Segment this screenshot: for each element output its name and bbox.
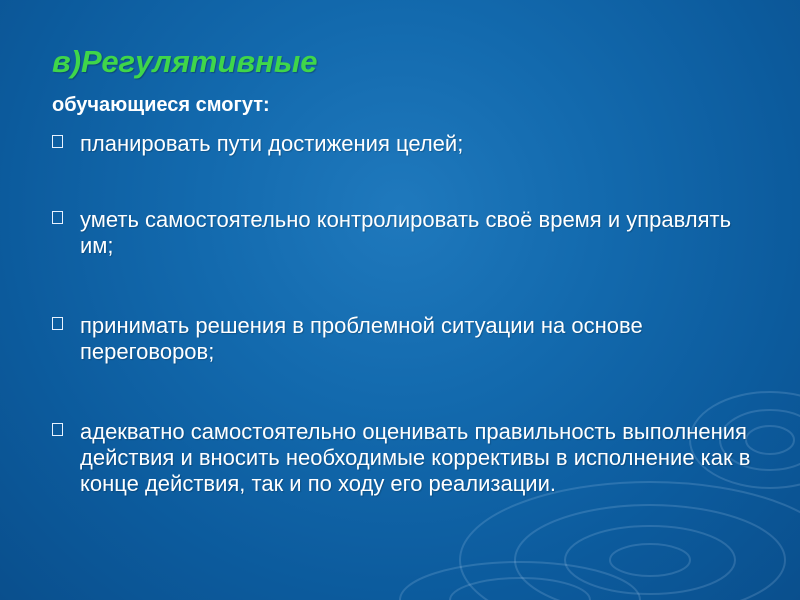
slide-title: в)Регулятивные (52, 44, 318, 79)
bullet-item (52, 419, 752, 497)
square-bullet-icon (52, 135, 63, 148)
slide-subtitle: обучающиеся смогут: (52, 94, 270, 116)
bullet-text: принимать решения в проблемной ситуации на основе переговоров; (80, 313, 643, 364)
bullet-text: адекватно самостоятельно оценивать правильность выполнения действия и вносить необходимые коррективы в исполнение как в конце действия, так и по ходу его реализации. (80, 419, 751, 496)
square-bullet-icon (52, 211, 63, 224)
bullet-item (52, 207, 752, 259)
bullet-item (52, 131, 752, 157)
bullet-text: планировать пути достижения целей; (80, 131, 464, 156)
square-bullet-icon (52, 423, 63, 436)
square-bullet-icon (52, 317, 63, 330)
bullet-item (52, 313, 752, 365)
bullet-text: уметь самостоятельно контролировать своё время и управлять им; (80, 207, 732, 258)
